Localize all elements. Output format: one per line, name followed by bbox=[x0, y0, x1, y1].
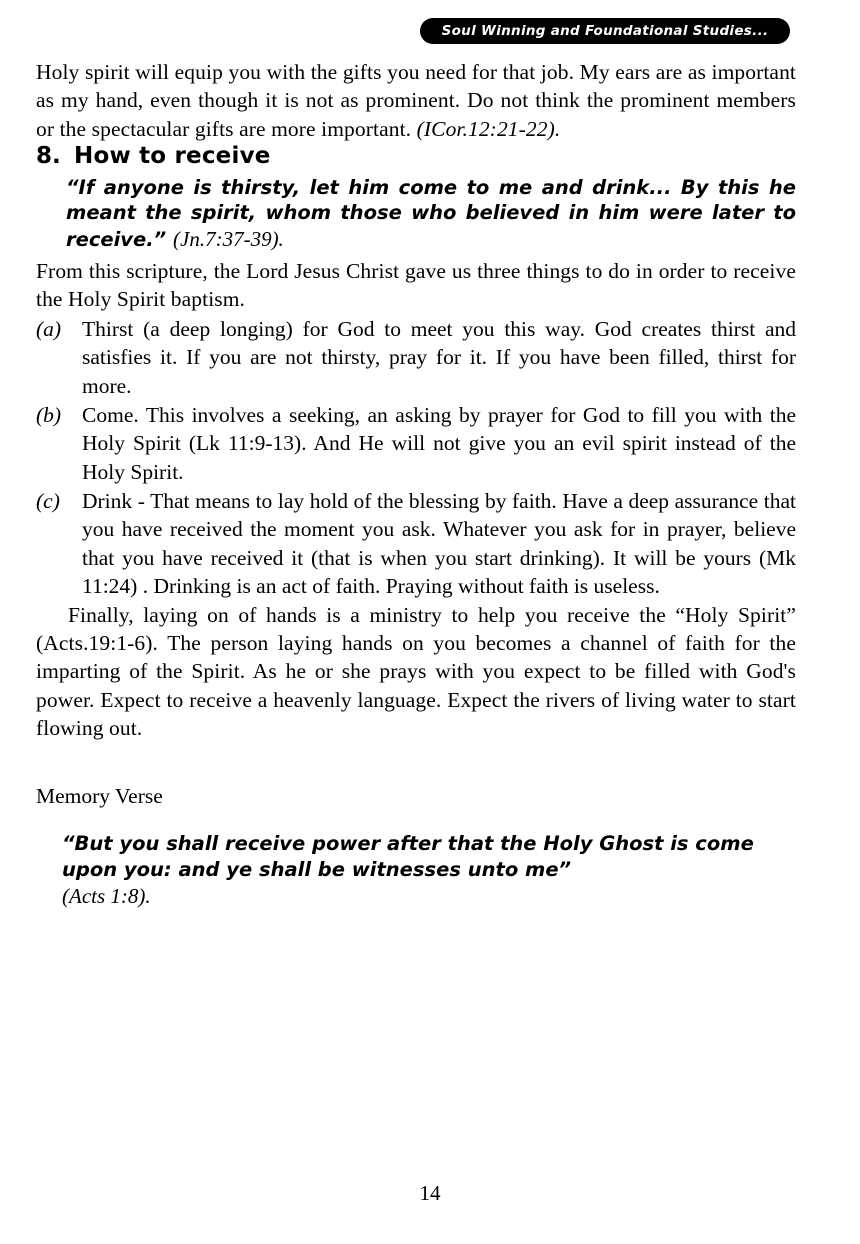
memory-verse-label: Memory Verse bbox=[36, 784, 163, 809]
section-closing-paragraph: Finally, laying on of hands is a ministry to help you receive the “Holy Spirit” (Acts.19:1-6). The person laying hands on you becomes a channel of faith for the imparting of the Spirit. As he or she prays with you expect to be filled with God's power. Expect to receive a heavenly language. Expect the rivers of living water to start flowing out. bbox=[36, 602, 796, 741]
page-number: 14 bbox=[419, 1181, 441, 1205]
scripture-reference: (Jn.7:37-39). bbox=[173, 226, 284, 251]
intro-paragraph bbox=[36, 58, 796, 143]
list-item bbox=[36, 315, 796, 400]
section-heading bbox=[36, 143, 796, 169]
scripture-text: “If anyone is thirsty, let him come to me and drink... By this he meant the spirit, whom those who believed in him were later to receive.” bbox=[66, 176, 796, 251]
section-lead-in: From this scripture, the Lord Jesus Christ gave us three things to do in order to receive the Holy Spirit baptism. bbox=[36, 259, 796, 312]
list-item-marker: (a) bbox=[36, 316, 62, 341]
list-item bbox=[36, 401, 796, 486]
header-banner-text: Soul Winning and Foundational Studies... bbox=[441, 23, 769, 39]
intro-text: Holy spirit will equip you with the gifts you need for that job. My ears are as important as my hand, even though it is not as prominent. Do not think the prominent members or the spectacular gifts are more important. bbox=[36, 60, 796, 141]
section-scripture bbox=[66, 175, 796, 253]
list-item bbox=[36, 487, 796, 601]
section-number: 8. bbox=[36, 143, 61, 170]
header-banner bbox=[420, 18, 790, 44]
list-item-text: Thirst (a deep longing) for God to meet you this way. God creates thirst and satisfies it. If you are not thirsty, pray for it. If you have been filled, thirst for more. bbox=[82, 316, 796, 398]
section-title: How to receive bbox=[74, 143, 271, 170]
memory-verse-quote: “But you shall receive power after that the Holy Ghost is come upon you: and ye shall be witnesses unto me” bbox=[62, 831, 754, 881]
page-content bbox=[36, 58, 796, 909]
list-item-text: Come. This involves a seeking, an asking by prayer for God to fill you with the Holy Spirit (Lk 11:9-13). And He will not give you an evil spirit instead of the Holy Spirit. bbox=[82, 402, 796, 484]
list-item-text: Drink - That means to lay hold of the blessing by faith. Have a deep assurance that you have received the moment you ask. Whatever you ask for in prayer, believe that you have received it (that is when you start drinking). It will be yours (Mk 11:24) . Drinking is an act of faith. Praying without faith is useless. bbox=[82, 489, 796, 599]
list-item-marker: (b) bbox=[36, 402, 62, 427]
list-item-marker: (c) bbox=[36, 489, 60, 514]
intro-reference: (ICor.12:21-22). bbox=[416, 116, 561, 141]
memory-verse-reference: (Acts 1:8). bbox=[62, 884, 151, 909]
